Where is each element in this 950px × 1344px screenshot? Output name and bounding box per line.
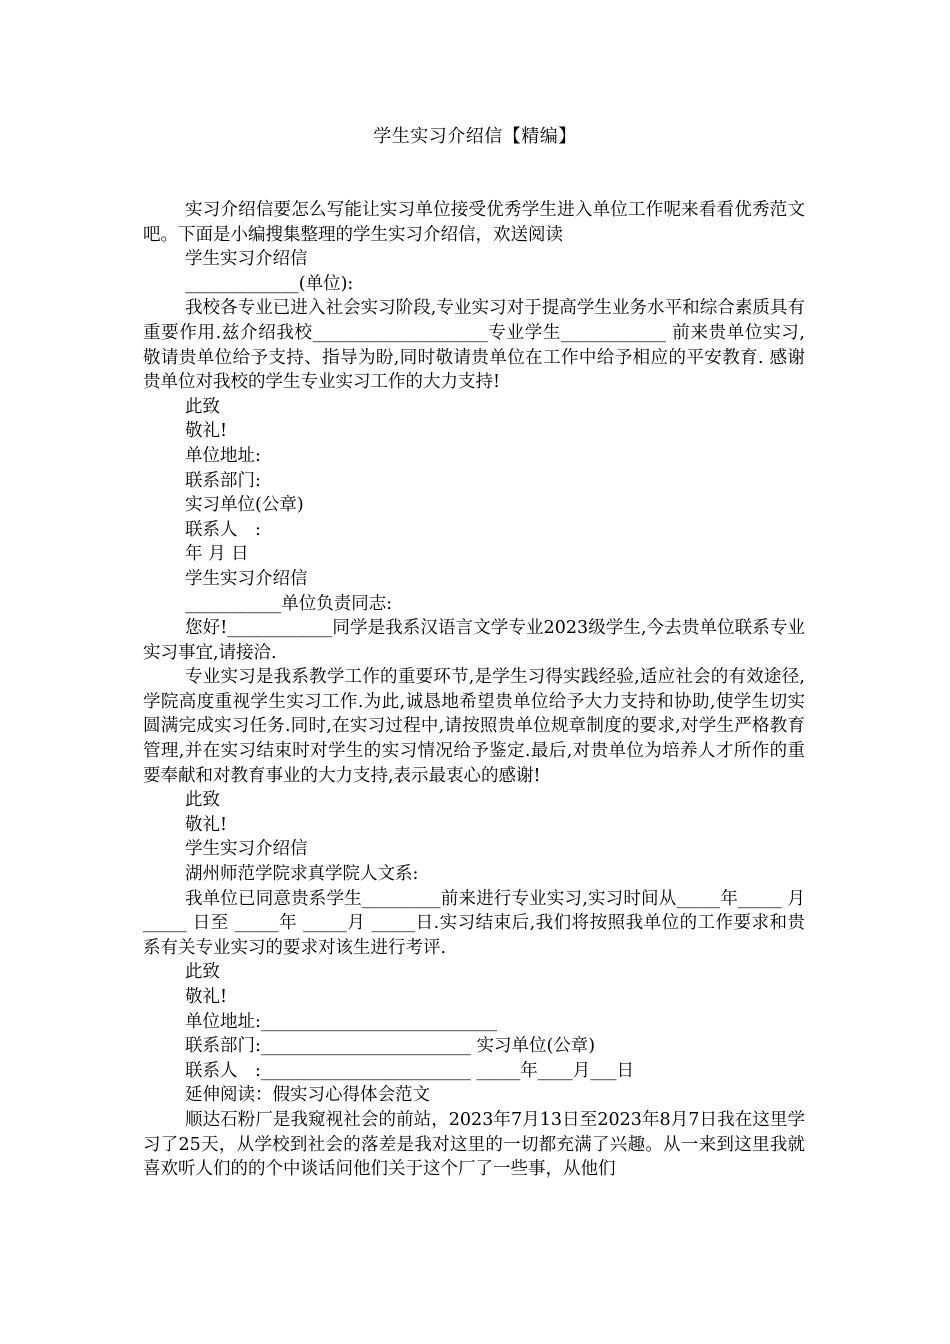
letter3-closing-2: 敬礼! <box>185 987 228 1007</box>
letter2-closing-2: 敬礼! <box>185 814 228 835</box>
letter2-heading: 学生实习介绍信 <box>185 568 308 589</box>
letter1-heading: 学生实习介绍信 <box>185 249 308 270</box>
intro-paragraph: 实习介绍信要怎么写能让实习单位接受优秀学生进入单位工作呢来看看优秀范文吧。下面是小编搜集整理的学生实习介绍信，欢送阅读 <box>143 200 805 245</box>
document-title: 学生实习介绍信【精编】 <box>373 126 577 147</box>
letter1-body: 我校各专业已进入社会实习阶段,专业实习对于提高学生业务水平和综合素质具有重要作用.兹介绍我校____________________专业学生____________ 前来贵单位实习,敬请贵单位给予支持、指导为盼,同时敬请贵单位在工作中给予相应的平安教育. 感谢贵单位对我校的学生专业实习工作的大力支持! <box>143 298 805 393</box>
extended-reading-heading: 延伸阅读：假实习心得体会范文 <box>185 1085 430 1106</box>
letter1-date-line: 年 月 日 <box>185 544 249 565</box>
letter1-closing-1: 此致 <box>185 396 220 417</box>
document-body <box>143 198 805 1182</box>
letter3-salutation: 湖州师范学院求真学院人文系: <box>185 864 419 885</box>
letter3-closing-1: 此致 <box>185 962 220 983</box>
letter2-salutation: ___________单位负责同志: <box>185 593 393 614</box>
letter1-closing-2: 敬礼! <box>185 421 228 442</box>
letter3-contact-line: 联系人 :________________________ _____年____月___日 <box>185 1060 634 1081</box>
letter2-closing-1: 此致 <box>185 790 220 811</box>
letter1-department-label: 联系部门: <box>185 470 261 491</box>
letter2-body-2: 专业实习是我系教学工作的重要环节,是学生习得实践经验,适应社会的有效途径,学院高度重视学生实习工作.为此,诚恳地希望贵单位给予大力支持和协助,使学生切实圆满完成实习任务.同时,在实习过程中,请按照贵单位规章制度的要求,对学生严格教育管理,并在实习结束时对学生的实习情况给予鉴定.最后,对贵单位为培养人才所作的重要奉献和对教育事业的大力支持,表示最衷心的感谢! <box>143 667 805 786</box>
letter3-address-line: 单位地址:___________________________ <box>185 1011 498 1032</box>
letter1-salutation: _____________(单位): <box>185 273 354 294</box>
letter3-heading: 学生实习介绍信 <box>185 839 308 860</box>
letter1-address-label: 单位地址: <box>185 445 261 466</box>
letter1-seal-label: 实习单位(公章) <box>185 495 304 516</box>
letter2-body-1: 您好!____________同学是我系汉语言文学专业2023级学生,今去贵单位联系专业实习事宜,请接洽. <box>143 618 805 663</box>
letter3-body: 我单位已同意贵系学生_________前来进行专业实习,实习时间从_____年_____ 月_____ 日至 _____年 _____月 _____日.实习结束后,我们将按照我单位的工作要求和贵系有关专业实习的要求对该生进行考评. <box>143 888 805 958</box>
extended-reading-body: 顺达石粉厂是我窥视社会的前站，2023年7月13日至2023年8月7日我在这里学习了25天，从学校到社会的落差是我对这里的一切都充满了兴趣。从一来到这里我就喜欢听人们的的个中谈话问他们关于这个厂了一些事，从他们 <box>143 1109 805 1180</box>
letter3-department-line: 联系部门:________________________ 实习单位(公章) <box>185 1036 596 1057</box>
letter1-contact-label: 联系人 : <box>185 519 261 540</box>
